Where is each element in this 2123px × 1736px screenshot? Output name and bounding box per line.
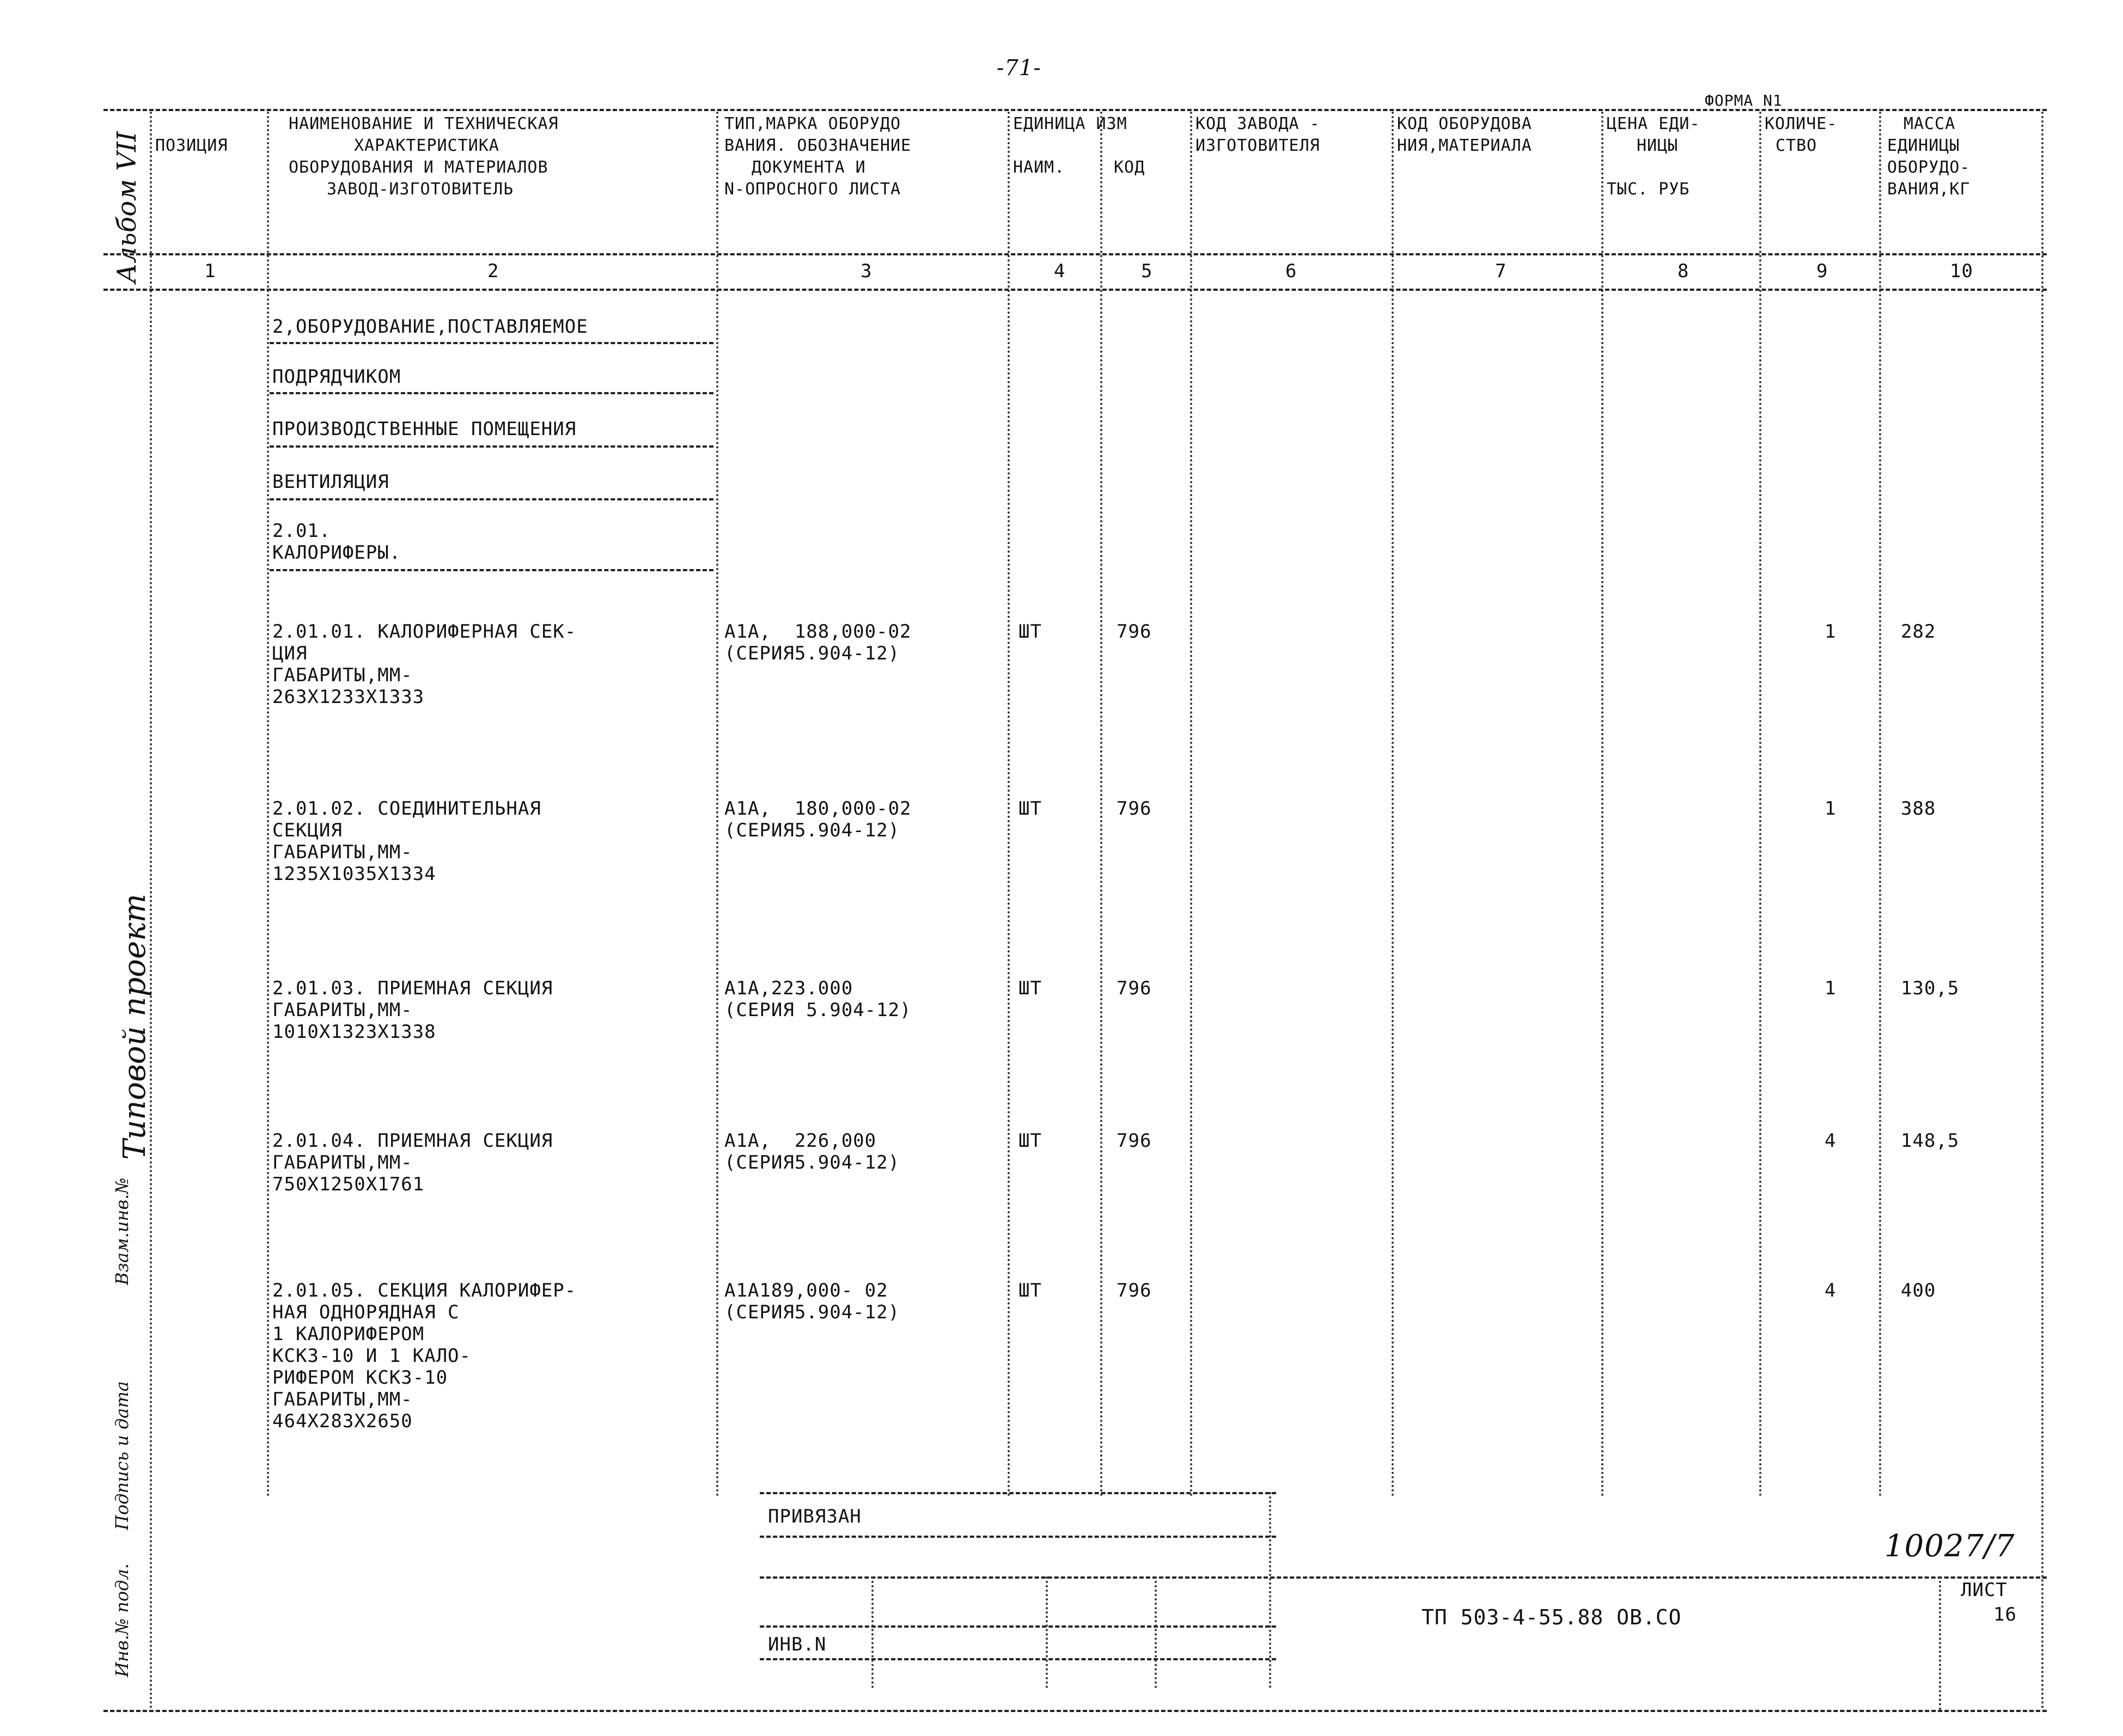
row-desc-line: 2.01.05. СЕКЦИЯ КАЛОРИФЕР-	[272, 1280, 577, 1301]
section-title: 2.01.	[272, 520, 331, 542]
row-desc-line: 263Х1233Х1333	[272, 686, 425, 708]
row-mass: 388	[1901, 798, 1936, 820]
section-sep	[270, 498, 713, 500]
header-col9-l1: КОЛИЧЕ-	[1765, 114, 1838, 133]
row-desc-line: ГАБАРИТЫ,ММ-	[272, 841, 413, 863]
row-unit: ШТ	[1018, 798, 1042, 820]
row-unit: ШТ	[1018, 1280, 1042, 1301]
row-type-line: (СЕРИЯ5.904-12)	[724, 820, 900, 841]
stamp-inv: ИНВ.N	[768, 1634, 827, 1655]
row-desc-line: 2.01.04. ПРИЕМНАЯ СЕКЦИЯ	[272, 1130, 553, 1152]
row-desc-line: НАЯ ОДНОРЯДНАЯ С	[272, 1301, 460, 1323]
album-label: Альбом VII	[112, 131, 142, 283]
stamp-rule	[760, 1536, 1276, 1538]
col-sep	[1100, 112, 1102, 1497]
row-type-line: (СЕРИЯ5.904-12)	[724, 1301, 900, 1323]
stamp-inv-label: Инв.№ подл.	[112, 1563, 132, 1677]
stamp-privyazan: ПРИВЯЗАН	[768, 1506, 862, 1527]
header-col3-l1: ТИП,МАРКА ОБОРУДО	[724, 114, 901, 133]
row-desc-line: 1235Х1035Х1334	[272, 863, 436, 885]
row-desc-line: ГАБАРИТЫ,ММ-	[272, 999, 413, 1021]
stamp-sep	[1939, 1576, 1941, 1710]
row-desc-line: 1010Х1323Х1338	[272, 1021, 436, 1043]
row-desc-line: ГАБАРИТЫ,ММ-	[272, 1152, 413, 1173]
row-desc-line: 2.01.03. ПРИЕМНАЯ СЕКЦИЯ	[272, 977, 553, 999]
row-type-line: А1А, 226,000	[724, 1130, 877, 1152]
header-col8-l3: ТЫС. РУБ	[1607, 180, 1690, 199]
header-col7-l2: НИЯ,МАТЕРИАЛА	[1397, 136, 1532, 155]
section-sep	[270, 342, 713, 344]
row-desc-line: СЕКЦИЯ	[272, 820, 343, 841]
stamp-rule	[760, 1625, 1276, 1628]
col-number-3: 3	[861, 260, 873, 282]
col-number-5: 5	[1141, 260, 1153, 282]
sheet-number: 16	[1993, 1604, 2017, 1625]
stamp-rule	[760, 1576, 2047, 1579]
row-type-line: А1А189,000- 02	[724, 1280, 888, 1301]
row-type-line: А1А,223.000	[724, 977, 853, 999]
header-col5: КОД	[1114, 158, 1145, 177]
header-col2-l1: НАИМЕНОВАНИЕ И ТЕХНИЧЕСКАЯ	[289, 114, 559, 133]
stamp-sep	[871, 1576, 874, 1688]
row-desc-line: 750Х1250Х1761	[272, 1173, 425, 1195]
project-label: Типовой проект	[117, 894, 152, 1160]
header-col4: НАИМ.	[1013, 158, 1065, 177]
row-code: 796	[1117, 977, 1152, 999]
row-desc-line: 2.01.01. КАЛОРИФЕРНАЯ СЕК-	[272, 621, 577, 643]
row-desc-line: ЦИЯ	[272, 643, 308, 664]
handwritten-number: 10027/7	[1884, 1529, 2015, 1564]
col-number-2: 2	[487, 260, 499, 282]
row-mass: 400	[1901, 1280, 1936, 1301]
header-col3-l2: ВАНИЯ. ОБОЗНАЧЕНИЕ	[724, 136, 912, 155]
section-title: 2,ОБОРУДОВАНИЕ,ПОСТАВЛЯЕМОЕ	[272, 316, 588, 338]
row-qty: 1	[1825, 621, 1837, 643]
section-title: ПРОИЗВОДСТВЕННЫЕ ПОМЕЩЕНИЯ	[272, 418, 577, 440]
header-col7-l1: КОД ОБОРУДОВА	[1397, 114, 1532, 133]
section-sep	[270, 445, 713, 448]
stamp-sep	[1046, 1576, 1048, 1688]
section-sep	[270, 392, 713, 394]
col-number-6: 6	[1285, 260, 1297, 282]
rule-header-bottom	[103, 253, 2047, 255]
row-mass: 282	[1901, 621, 1936, 643]
col-number-9: 9	[1816, 260, 1828, 282]
stamp-sep	[1155, 1576, 1157, 1688]
col-sep	[150, 112, 152, 1710]
rule-colnum-bottom	[103, 289, 2047, 291]
stamp-replace-label: Взам.инв.№	[112, 1177, 132, 1285]
header-col3-l4: N-ОПРОСНОГО ЛИСТА	[724, 180, 901, 199]
row-code: 796	[1117, 1280, 1152, 1301]
doc-code: ТП 503-4-55.88 ОВ.СО	[1422, 1605, 1682, 1629]
section-sep	[270, 569, 713, 571]
row-desc-line: ГАБАРИТЫ,ММ-	[272, 664, 413, 686]
row-mass: 148,5	[1901, 1130, 1960, 1152]
rule-top	[103, 109, 2047, 111]
stamp-sep	[1269, 1492, 1271, 1688]
header-col8-l1: ЦЕНА ЕДИ-	[1607, 114, 1700, 133]
section-title: КАЛОРИФЕРЫ.	[272, 542, 401, 564]
col-sep	[1601, 112, 1603, 1497]
page-number: -71-	[997, 56, 1041, 81]
row-desc-line: РИФЕРОМ КСК3-10	[272, 1367, 448, 1389]
col-number-8: 8	[1677, 260, 1689, 282]
header-col1: ПОЗИЦИЯ	[155, 136, 228, 155]
row-qty: 1	[1825, 977, 1837, 999]
col-sep	[1759, 112, 1761, 1497]
row-desc-line: 2.01.02. СОЕДИНИТЕЛЬНАЯ	[272, 798, 541, 820]
header-col2-l4: ЗАВОД-ИЗГОТОВИТЕЛЬ	[327, 180, 514, 199]
header-col10-l1: МАССА	[1904, 114, 1956, 133]
form-label: ФОРМА N1	[1705, 91, 1783, 109]
row-code: 796	[1117, 621, 1152, 643]
row-desc-line: ГАБАРИТЫ,ММ-	[272, 1389, 413, 1410]
header-col10-l3: ОБОРУДО-	[1887, 158, 1971, 177]
row-desc-line: 464Х283Х2650	[272, 1410, 413, 1432]
section-title: ВЕНТИЛЯЦИЯ	[272, 471, 389, 493]
row-qty: 1	[1825, 798, 1837, 820]
col-number-4: 4	[1054, 260, 1066, 282]
row-type-line: (СЕРИЯ5.904-12)	[724, 643, 900, 664]
row-type-line: А1А, 180,000-02	[724, 798, 912, 820]
sheet-label: ЛИСТ	[1961, 1579, 2008, 1601]
rule-bottom	[103, 1710, 2047, 1712]
row-code: 796	[1117, 1130, 1152, 1152]
col-sep	[716, 112, 718, 1497]
row-mass: 130,5	[1901, 977, 1960, 999]
stamp-rule	[760, 1658, 1276, 1660]
row-unit: ШТ	[1018, 977, 1042, 999]
row-desc-line: КСК3-10 И 1 КАЛО-	[272, 1345, 471, 1367]
header-col6-l2: ИЗГОТОВИТЕЛЯ	[1195, 136, 1320, 155]
row-type-line: (СЕРИЯ5.904-12)	[724, 1152, 900, 1173]
header-col8-l2: НИЦЫ	[1637, 136, 1679, 155]
row-code: 796	[1117, 798, 1152, 820]
header-col10-l4: ВАНИЯ,КГ	[1887, 180, 1971, 199]
col-number-10: 10	[1950, 260, 1973, 282]
col-sep	[2041, 112, 2043, 1710]
header-col6-l1: КОД ЗАВОДА -	[1195, 114, 1320, 133]
stamp-sign-label: Подпись и дата	[112, 1381, 132, 1530]
col-sep	[1190, 112, 1192, 1497]
section-title: ПОДРЯДЧИКОМ	[272, 366, 401, 388]
header-col45: ЕДИНИЦА ИЗМ	[1013, 114, 1127, 133]
col-number-7: 7	[1495, 260, 1507, 282]
stamp-rule	[760, 1492, 1276, 1494]
row-unit: ШТ	[1018, 621, 1042, 643]
row-qty: 4	[1825, 1130, 1837, 1152]
col-sep	[1879, 112, 1881, 1497]
row-unit: ШТ	[1018, 1130, 1042, 1152]
row-desc-line: 1 КАЛОРИФЕРОМ	[272, 1323, 425, 1345]
row-type-line: А1А, 188,000-02	[724, 621, 912, 643]
row-qty: 4	[1825, 1280, 1837, 1301]
header-col3-l3: ДОКУМЕНТА И	[752, 158, 866, 177]
row-type-line: (СЕРИЯ 5.904-12)	[724, 999, 912, 1021]
col-sep	[1008, 112, 1010, 1497]
header-col9-l2: СТВО	[1776, 136, 1817, 155]
col-sep	[1392, 112, 1394, 1497]
header-col2-l3: ОБОРУДОВАНИЯ И МАТЕРИАЛОВ	[289, 158, 548, 177]
header-col10-l2: ЕДИНИЦЫ	[1887, 136, 1960, 155]
header-col2-l2: ХАРАКТЕРИСТИКА	[354, 136, 499, 155]
col-number-1: 1	[204, 260, 216, 282]
col-sep	[267, 112, 269, 1497]
